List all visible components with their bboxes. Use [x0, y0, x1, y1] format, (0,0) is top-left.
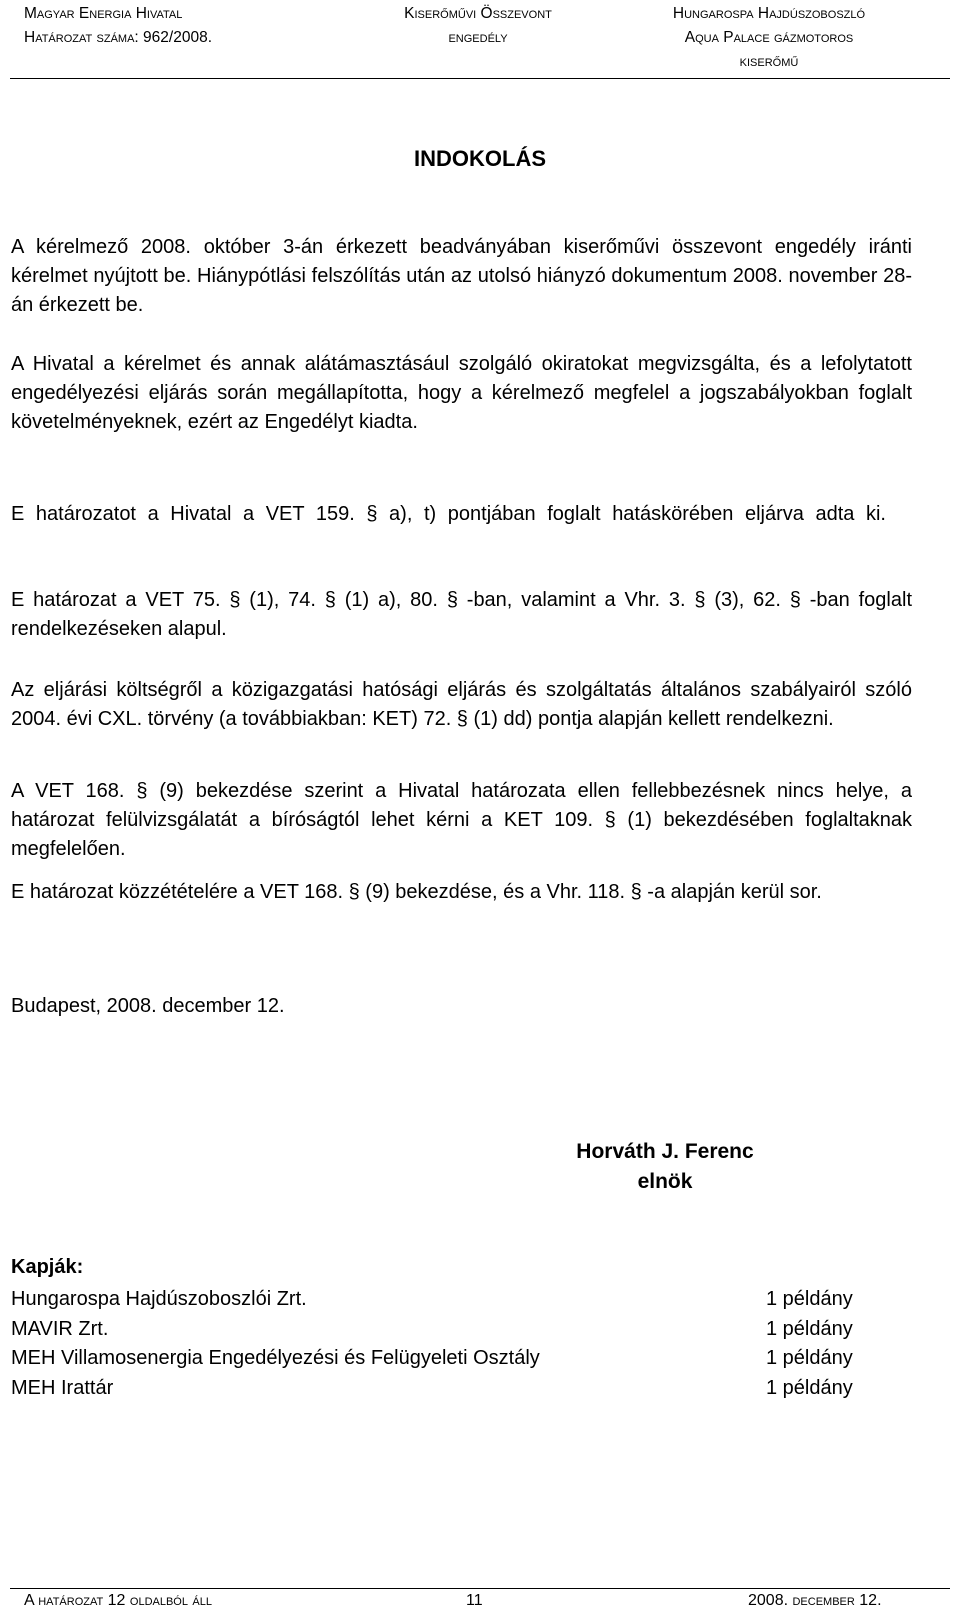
- distribution-title: Kapják:: [11, 1256, 84, 1278]
- signatory-role: elnök: [637, 1170, 693, 1193]
- distribution-list: [11, 1285, 891, 1403]
- header-right: [604, 2, 934, 74]
- header-left: [24, 2, 212, 50]
- recipient-name: MEH Villamosenergia Engedélyezési és Felügyeleti Osztály: [11, 1347, 540, 1369]
- recipient-name: MEH Irattár: [11, 1376, 114, 1399]
- plant-name-line2: Aqua Palace gázmotoros: [684, 29, 854, 46]
- copy-count: 1 példány: [766, 1288, 853, 1310]
- paragraph-5: Az eljárási költségről a közigazgatási hatósági eljárás és szolgáltatás általános szabályairól szóló 2004. évi CXL. törvény (a továbbiakban: KET) 72. § (1) dd) pontja alapján kellett rendelkezni.: [11, 679, 912, 730]
- license-type-line2: engedély: [448, 29, 508, 46]
- copy-count: 1 példány: [766, 1376, 853, 1399]
- paragraph-1: A kérelmező 2008. október 3-án érkezett beadványában kiserőművi összevont engedély iránti kérelmet nyújtott be. Hiánypótlási felszólítás után az utolsó hiányzó dokumentum 2008. november 28-án érkezett be.: [11, 236, 912, 316]
- header-center: [358, 2, 598, 50]
- paragraph-3: E határozatot a Hivatal a VET 159. § a), t) pontjában foglalt hatáskörében eljárva adta ki.: [11, 503, 886, 525]
- paragraph-6: A VET 168. § (9) bekezdése szerint a Hivatal határozata ellen fellebbezésnek nincs helye, a határozat felülvizsgálatát a bíróságtól lehet kérni a KET 109. § (1) bekezdésében foglaltaknak megfelelően.: [11, 780, 912, 860]
- license-type: Kiserőművi Összevont: [404, 5, 552, 22]
- place-date: Budapest, 2008. december 12.: [11, 995, 285, 1017]
- list-item: [11, 1285, 891, 1315]
- list-item: [11, 1374, 891, 1404]
- plant-name-line3: kiserőmű: [739, 53, 799, 70]
- recipient-name: Hungarospa Hajdúszoboszlói Zrt.: [11, 1288, 307, 1310]
- paragraph-4: E határozat a VET 75. § (1), 74. § (1) a), 80. § -ban, valamint a Vhr. 3. § (3), 62. § -ban foglalt rendelkezéseken alapul.: [11, 589, 912, 640]
- footer-date: 2008. december 12.: [748, 1592, 882, 1609]
- list-item: [11, 1315, 891, 1345]
- header-rule: [10, 78, 950, 79]
- decision-number: Határozat száma: 962/2008.: [24, 29, 212, 46]
- plant-name: Hungarospa Hajdúszoboszló: [672, 5, 866, 22]
- signatory-name: Horváth J. Ferenc: [576, 1140, 754, 1163]
- copy-count: 1 példány: [766, 1347, 853, 1369]
- footer-rule: [10, 1588, 950, 1589]
- recipient-name: MAVIR Zrt.: [11, 1317, 109, 1340]
- page-number: 11: [466, 1592, 483, 1609]
- paragraph-7: E határozat közzétételére a VET 168. § (9) bekezdése, és a Vhr. 118. § -a alapján kerül sor.: [11, 881, 822, 903]
- section-title: INDOKOLÁS: [414, 146, 546, 171]
- footer-page-count: A határozat 12 oldalból áll: [24, 1592, 213, 1609]
- authority-name: Magyar Energia Hivatal: [24, 5, 183, 22]
- list-item: [11, 1344, 891, 1374]
- paragraph-2: A Hivatal a kérelmet és annak alátámasztásául szolgáló okiratokat megvizsgálta, és a lefolytatott engedélyezési eljárás során megállapította, hogy a kérelmező megfelel a jogszabályokban foglalt követelményeknek, ezért az Engedélyt kiadta.: [11, 353, 912, 433]
- copy-count: 1 példány: [766, 1317, 853, 1340]
